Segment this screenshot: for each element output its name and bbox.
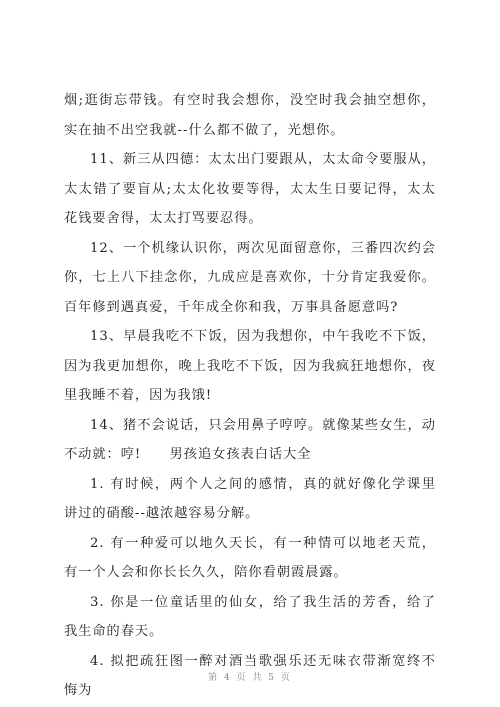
paragraph-12: 12、一个机缘认识你，两次见面留意你，三番四次约会你，七上八下挂念你，九成应是喜欢你，十分肯定我爱你。百年修到遇真爱，千年成全你和我，万事具备愿意吗? <box>64 240 436 315</box>
paragraph-2: 2. 有一种爱可以地久天长，有一种情可以地老天荒，有一个人会和你长长久久，陪你看朝霞晨露。 <box>64 535 436 580</box>
document-body <box>64 86 436 706</box>
paragraph-14: 14、猪不会说话，只会用鼻子哼哼。就像某些女生，动不动就：哼! 男孩追女孩表白话大全 <box>64 417 436 462</box>
page-footer: 第 4 页 共 5 页 <box>208 673 292 683</box>
paragraph-13: 13、早晨我吃不下饭，因为我想你，中午我吃不下饭，因为我更加想你，晚上我吃不下饭，因为我疯狂地想你，夜里我睡不着，因为我饿! <box>64 329 436 403</box>
paragraph-continuation: 烟;逛街忘带钱。有空时我会想你，没空时我会抽空想你，实在抽不出空我就--什么都不做了，光想你。 <box>64 93 436 138</box>
paragraph-3: 3. 你是一位童话里的仙女，给了我生活的芳香，给了我生命的春天。 <box>64 594 436 639</box>
paragraph-4: 4. 拟把疏狂图一醉对酒当歌强乐还无味衣带渐宽终不悔为 <box>64 653 436 698</box>
paragraph-11: 11、新三从四德：太太出门要跟从，太太命令要服从，太太错了要盲从;太太化妆要等得，太太生日要记得，太太花钱要舍得，太太打骂要忍得。 <box>64 152 436 226</box>
paragraph-1: 1. 有时候，两个人之间的感情，真的就好像化学课里讲过的硝酸--越浓越容易分解。 <box>64 476 436 521</box>
